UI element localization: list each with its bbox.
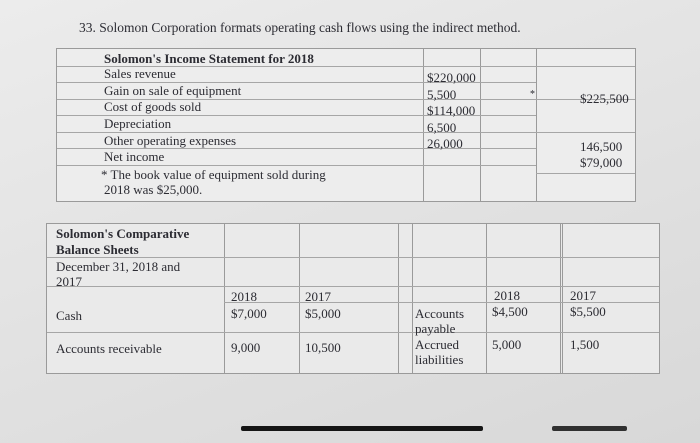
year-header-2017: 2017 — [570, 288, 596, 303]
total-net-income: $79,000 — [580, 155, 623, 170]
row-line — [536, 132, 635, 133]
balance-sheet-table — [46, 223, 660, 374]
row-label-depreciation: Depreciation — [104, 116, 172, 131]
row-label-gain-on-sale: Gain on sale of equipment — [104, 83, 242, 98]
accounts-payable-2018: $4,500 — [492, 304, 528, 319]
table-divider — [423, 49, 424, 201]
row-label-accounts-receivable: Accounts receivable — [56, 341, 162, 356]
row-line — [536, 173, 635, 174]
year-header-2018: 2018 — [231, 289, 257, 304]
table-divider — [480, 49, 481, 201]
row-label-accounts-payable: Accounts — [415, 306, 465, 321]
cash-2017: $5,000 — [305, 306, 341, 321]
row-label-cash: Cash — [56, 308, 82, 323]
table-divider — [398, 224, 399, 373]
cash-2018: $7,000 — [231, 306, 267, 321]
row-line — [536, 66, 635, 67]
row-line — [47, 332, 659, 333]
question-text: 33. Solomon Corporation formats operating cash flows using the indirect method. — [79, 20, 521, 35]
note-marker: * — [530, 89, 535, 100]
row-label-accrued-liabilities: Accrued — [415, 337, 460, 352]
balance-sheet-title: Balance Sheets — [56, 242, 139, 257]
accounts-payable-2017: $5,500 — [570, 304, 606, 319]
row-label-accrued-liabilities: liabilities — [415, 352, 464, 367]
balance-sheet-date: 2017 — [56, 274, 82, 289]
table-divider — [412, 224, 413, 373]
year-header-2017: 2017 — [305, 289, 331, 304]
footnote: 2018 was $25,000. — [104, 182, 203, 197]
accrued-liabilities-2018: 5,000 — [492, 337, 522, 352]
total-revenues: $225,500 — [580, 91, 629, 106]
horizontal-scrollbar[interactable] — [241, 426, 483, 431]
footnote: * The book value of equipment sold during — [101, 167, 326, 182]
income-statement-title: Solomon's Income Statement for 2018 — [104, 51, 314, 66]
accounts-receivable-2018: 9,000 — [231, 340, 261, 355]
table-divider — [536, 49, 537, 201]
accounts-receivable-2017: 10,500 — [305, 340, 341, 355]
total-expenses: 146,500 — [580, 139, 623, 154]
row-label-sales-revenue: Sales revenue — [104, 66, 176, 81]
table-divider — [299, 224, 300, 373]
year-header-2018: 2018 — [494, 288, 520, 303]
row-label-cogs: Cost of goods sold — [104, 99, 202, 114]
amount-depreciation: 6,500 — [427, 120, 457, 135]
table-divider — [562, 224, 563, 373]
table-divider — [486, 224, 487, 373]
row-label-net-income: Net income — [104, 149, 165, 164]
amount-cogs: $114,000 — [427, 103, 476, 118]
amount-other-expenses: 26,000 — [427, 136, 463, 151]
scrollbar-segment[interactable] — [552, 426, 627, 431]
row-line — [57, 165, 536, 166]
amount-sales-revenue: $220,000 — [427, 70, 476, 85]
balance-sheet-date: December 31, 2018 and — [56, 259, 181, 274]
row-line — [47, 257, 659, 258]
table-divider — [560, 224, 561, 373]
row-label-other-expenses: Other operating expenses — [104, 133, 237, 148]
income-statement-table — [56, 48, 636, 202]
row-label-accounts-payable: payable — [415, 321, 456, 336]
amount-gain-on-sale: 5,500 — [427, 87, 457, 102]
accrued-liabilities-2017: 1,500 — [570, 337, 600, 352]
row-line — [47, 286, 659, 287]
balance-sheet-title: Solomon's Comparative — [56, 226, 190, 241]
table-divider — [224, 224, 225, 373]
